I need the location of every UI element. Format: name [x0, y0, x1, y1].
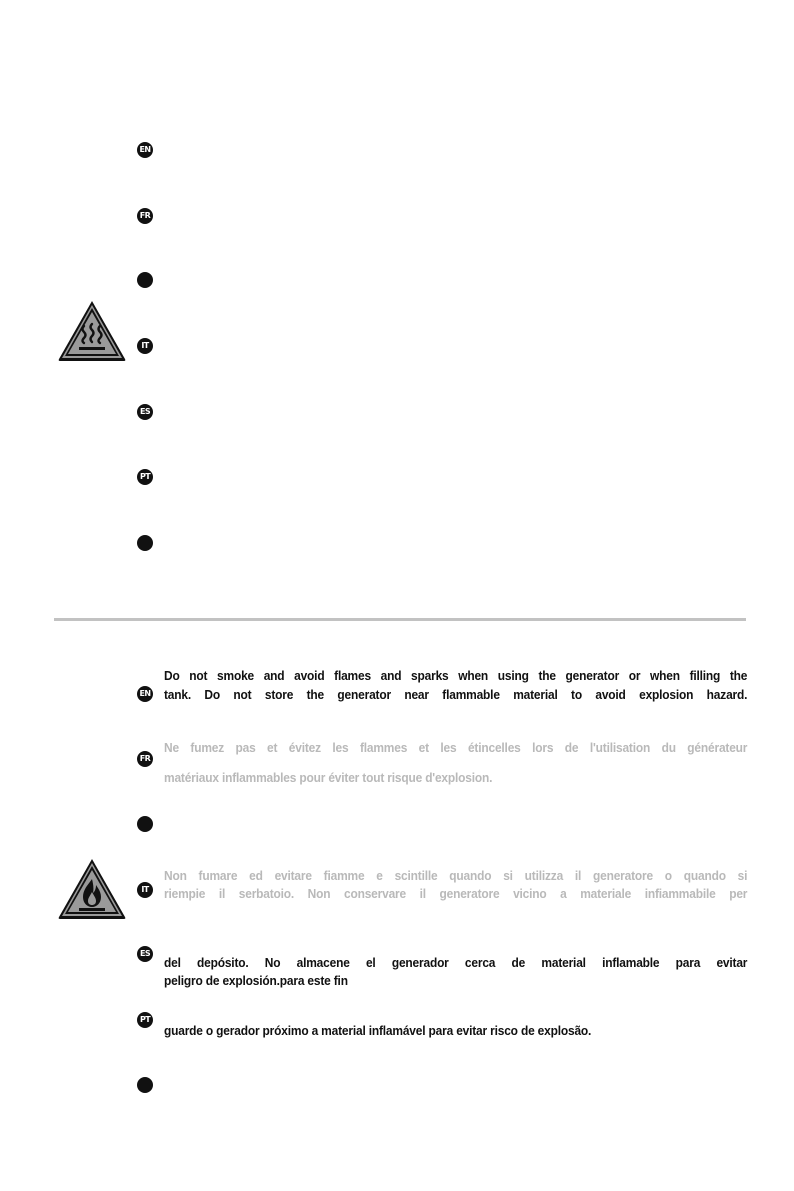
language-badge-it: IT	[137, 338, 153, 354]
warning-text-fr-line2: matériaux inflammables pour éviter tout risque d'explosion.	[164, 770, 493, 785]
language-badge-blank	[137, 272, 153, 288]
language-badge-blank	[137, 816, 153, 832]
language-badge-es: ES	[137, 404, 153, 420]
language-badge-blank	[137, 1077, 153, 1093]
language-badge-en: EN	[137, 142, 153, 158]
warning-text-en-line2: tank. Do not store the generator near flammable material to avoid explosion hazard.	[164, 687, 748, 702]
language-badge-es: ES	[137, 946, 153, 962]
language-badge-fr: FR	[137, 208, 153, 224]
warning-text-es-line2: peligro de explosión.para este fin	[164, 973, 348, 988]
hot-surface-warning-icon	[57, 299, 127, 363]
language-badge-en: EN	[137, 686, 153, 702]
warning-text-fr-line1: Ne fumez pas et évitez les flammes et les étincelles lors de l'utilisation du générateur	[164, 740, 748, 755]
warning-text-it-line2: riempie il serbatoio. Non conservare il generatore vicino a materiale infiammabile per	[164, 886, 748, 901]
language-badge-fr: FR	[137, 751, 153, 767]
warning-text-es-line1: del depósito. No almacene el generador cerca de material inflamable para evitar	[164, 955, 748, 970]
warning-text-en-line1: Do not smoke and avoid flames and sparks when using the generator or when filling the	[164, 668, 748, 683]
language-badge-it: IT	[137, 882, 153, 898]
warning-text-it-line1: Non fumare ed evitare fiamme e scintille quando si utilizza il generatore o quando si	[164, 868, 748, 883]
language-badge-pt: PT	[137, 1012, 153, 1028]
section-divider	[54, 618, 746, 621]
language-badge-pt: PT	[137, 469, 153, 485]
flammable-warning-icon	[57, 857, 127, 921]
warning-text-pt-line1: guarde o gerador próximo a material inflamável para evitar risco de explosão.	[164, 1023, 592, 1038]
language-badge-blank	[137, 535, 153, 551]
